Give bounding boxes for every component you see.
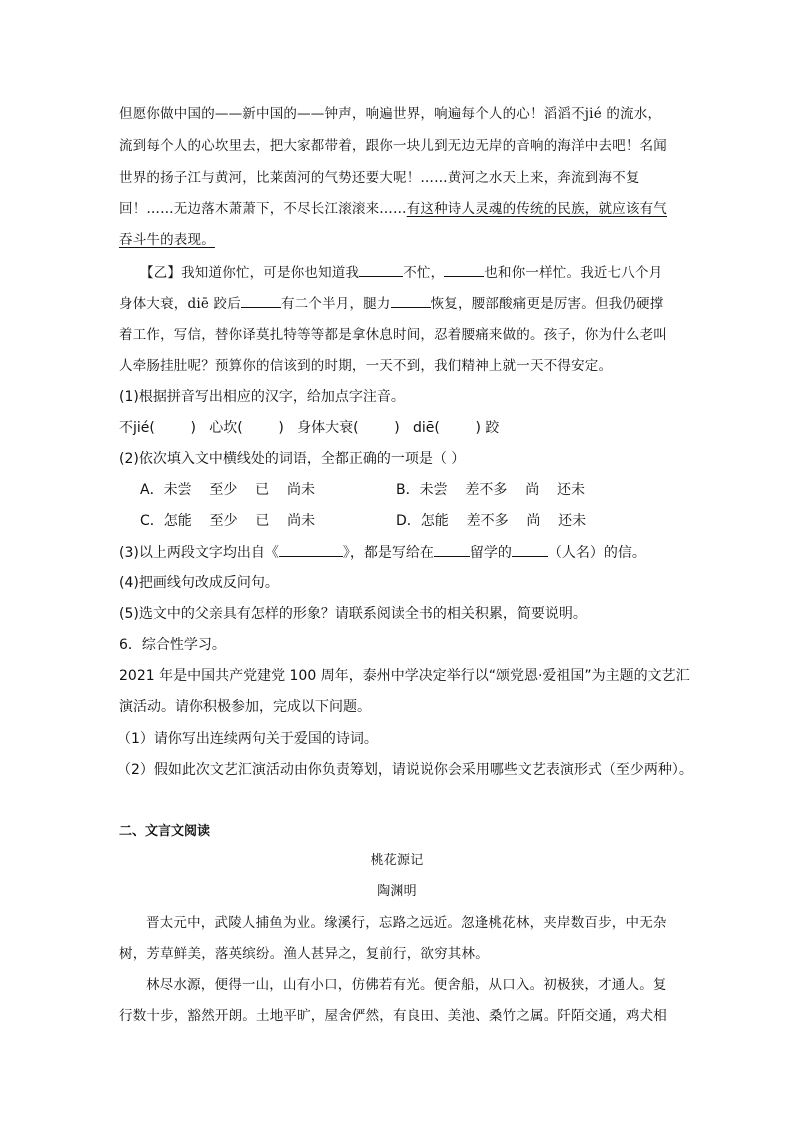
article-title: 桃花源记 xyxy=(370,853,424,868)
person-name-blank[interactable] xyxy=(512,542,548,557)
underlined-sentence-part-2: 吞斗牛的表现。 xyxy=(119,232,215,248)
option-a: A．未尝 至少 已 尚未 xyxy=(140,482,315,498)
fill-blank-2[interactable] xyxy=(444,262,484,277)
section-heading: 二、文言文阅读 xyxy=(119,824,211,839)
fill-blank-1[interactable] xyxy=(359,262,403,277)
article-p1-line-1: 晋太元中，武陵人捕鱼为业。缘溪行，忘路之远近。忽逢桃花林，夹岸数百步，中无杂 xyxy=(146,915,667,931)
passage-a-line-4-text: 回！……无边落木萧萧下，不尽长江滚滚来…… xyxy=(119,201,407,217)
option-d: D．怎能 差不多 尚 还未 xyxy=(396,513,587,529)
passage-a-line-5 xyxy=(119,230,215,250)
question-6: 6．综合性学习。 xyxy=(119,637,226,653)
passage-b-text-1a: 【乙】我知道你忙，可是你也知道我 xyxy=(140,265,360,281)
question-3 xyxy=(119,542,646,563)
question-3-text-b: 》，都是写给在 xyxy=(342,545,434,561)
question-6-paragraph-2: 演活动。请你积极参加，完成以下问题。 xyxy=(119,699,371,715)
question-6-paragraph-1: 2021 年是中国共产党建党 100 周年，泰州中学决定举行以“颂党恩·爱祖国”为主题的文艺汇 xyxy=(119,668,690,684)
underlined-sentence-part-1: 有这种诗人灵魂的传统的民族，就应该有气 xyxy=(406,201,668,217)
passage-a-line-1: 但愿你做中国的——新中国的——钟声，响遍世界，响遍每个人的心！滔滔不jié 的流水， xyxy=(119,106,662,122)
book-title-blank[interactable] xyxy=(279,542,343,557)
passage-b-text-1b: 不忙， xyxy=(403,265,445,281)
question-4: (4)把画线句改成反问句。 xyxy=(119,575,279,591)
passage-b-line-2 xyxy=(119,293,663,314)
fill-blank-4[interactable] xyxy=(391,293,431,308)
question-3-text-a: (3)以上两段文字均出自《 xyxy=(119,545,279,561)
question-3-text-d: （人名）的信。 xyxy=(547,545,646,561)
question-2: (2)依次填入文中横线处的词语，全都正确的一项是（ ） xyxy=(119,451,466,467)
passage-b-line-4: 人牵肠挂肚呢？预算你的信该到的时期，一天不到，我们精神上就一天不得安定。 xyxy=(119,358,613,374)
article-p2-line-2: 行数十步，豁然开朗。土地平旷，屋舍俨然，有良田、美池、桑竹之属。阡陌交通，鸡犬相 xyxy=(119,1008,667,1024)
passage-b-line-1 xyxy=(140,262,662,283)
country-blank[interactable] xyxy=(434,542,470,557)
option-b: B．未尝 差不多 尚 还未 xyxy=(396,482,586,498)
passage-b-text-2a: 身体大衰，diē 跤后 xyxy=(119,296,241,312)
passage-a-line-4 xyxy=(119,199,667,219)
question-5: (5)选文中的父亲具有怎样的形象？请联系阅读全书的相关积累，简要说明。 xyxy=(119,606,587,622)
passage-b-text-1c: 也和你一样忙。我近七八个月 xyxy=(484,265,663,281)
article-author: 陶渊明 xyxy=(377,884,417,899)
passage-a-line-3: 世界的扬子江与黄河，比莱茵河的气势还要大呢！……黄河之水天上来，奔流到海不复 xyxy=(119,170,640,186)
passage-b-line-3: 着工作，写信，替你译莫扎特等等都是拿休息时间，忍着腰痛来做的。孩子，你为什么老叫 xyxy=(119,327,667,343)
question-3-text-c: 留学的 xyxy=(469,545,512,561)
fill-blank-3[interactable] xyxy=(241,293,281,308)
question-6-sub-1: （1）请你写出连续两句关于爱国的诗词。 xyxy=(117,731,378,747)
question-1: (1)根据拼音写出相应的汉字，给加点字注音。 xyxy=(119,389,405,405)
article-p2-line-1: 林尽水源，便得一山，山有小口，仿佛若有光。便舍船，从口入。初极狭，才通人。复 xyxy=(146,977,667,993)
article-p1-line-2: 树，芳草鲜美，落英缤纷。渔人甚异之，复前行，欲穷其林。 xyxy=(119,946,489,962)
option-c: C．怎能 至少 已 尚未 xyxy=(140,513,316,529)
passage-b-text-2c: 恢复，腰部酸痛更是厉害。但我仍硬撑 xyxy=(430,296,664,312)
question-1-items: 不jié( ) 心坎( ) 身体大衰( ) diē( ) 跤 xyxy=(119,420,500,436)
passage-a-line-2: 流到每个人的心坎里去，把大家都带着，跟你一块儿到无边无岸的音响的海洋中去吧！名闻 xyxy=(119,138,667,154)
question-6-sub-2: （2）假如此次文艺汇演活动由你负责筹划，请说说你会采用哪些文艺表演形式（至少两种）。 xyxy=(117,762,693,778)
passage-b-text-2b: 有二个半月，腿力 xyxy=(280,296,391,312)
